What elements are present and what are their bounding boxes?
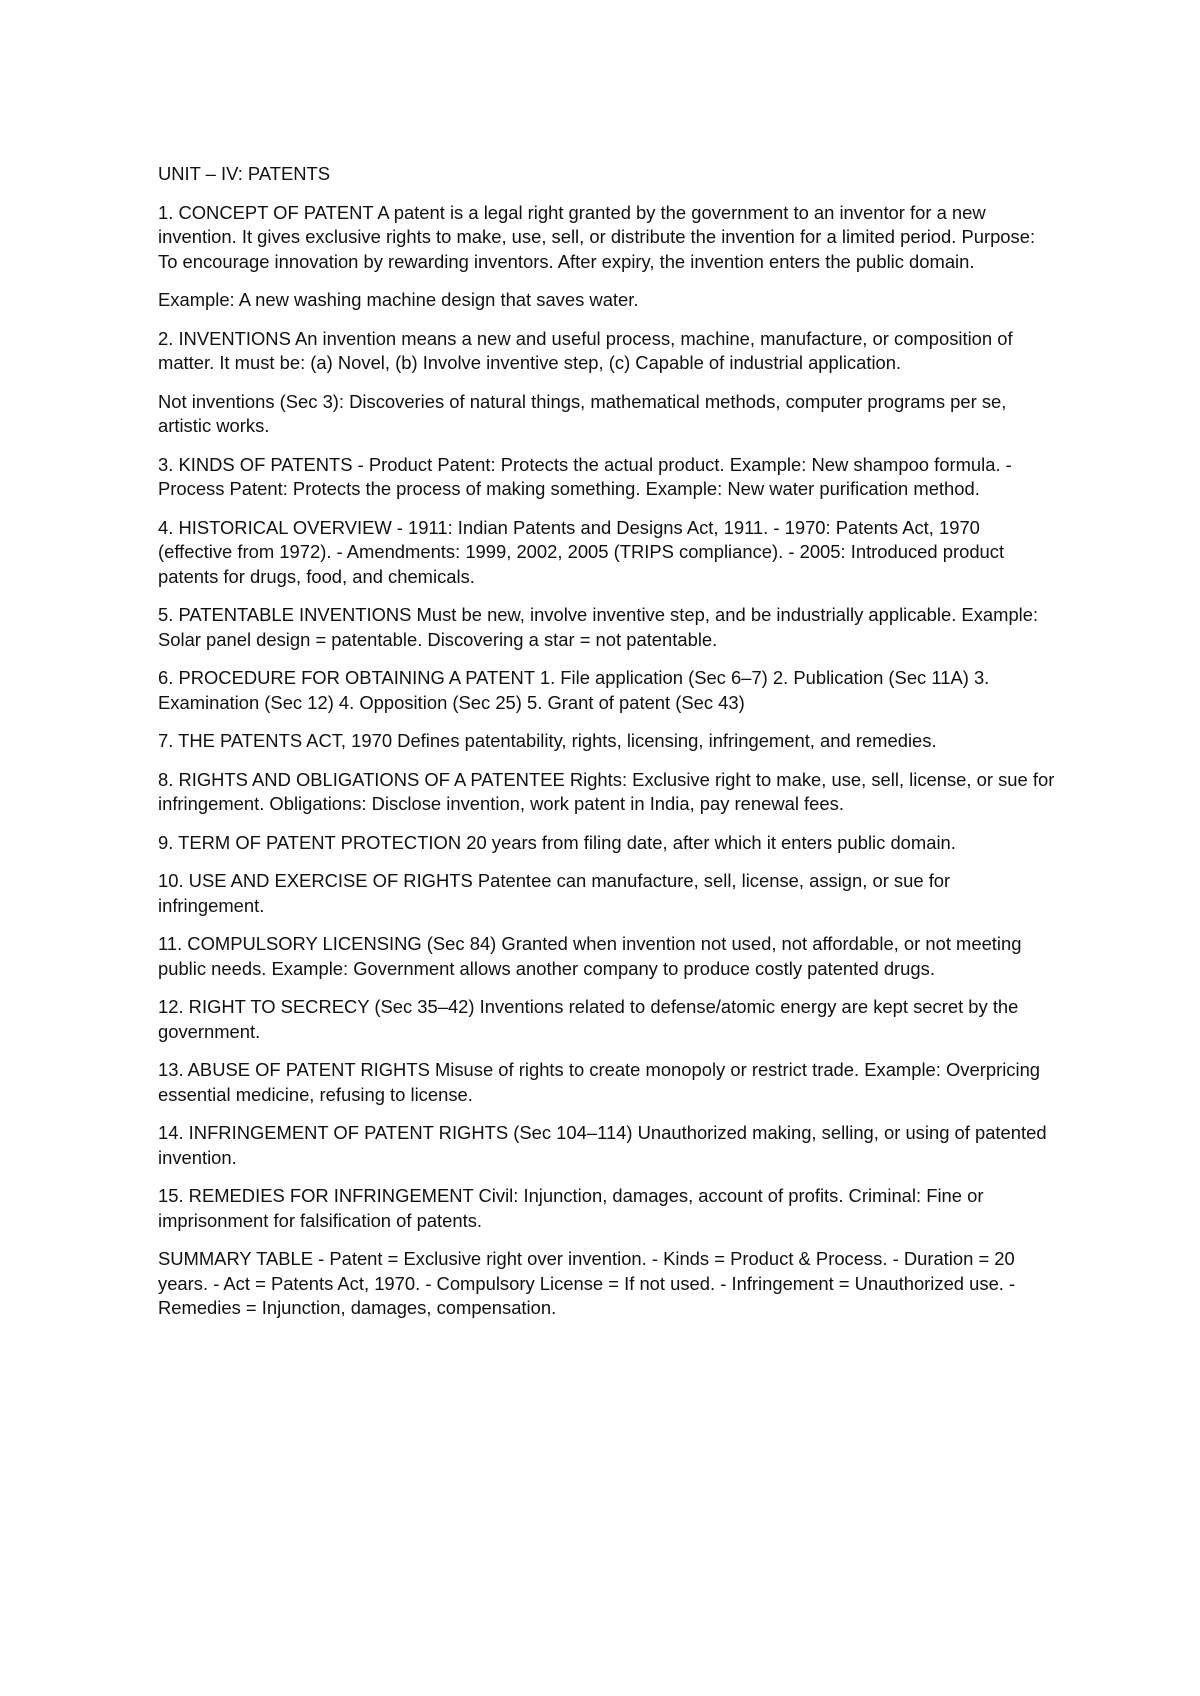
paragraph-kinds-of-patents: 3. KINDS OF PATENTS - Product Patent: Protects the actual product. Example: New shampoo formula. - Process Patent: Protects the process of making something. Example: New water purification method. (158, 453, 1012, 499)
page-title: UNIT – IV: PATENTS (158, 163, 331, 184)
document-page (158, 162, 1058, 1335)
paragraph-patentable-inventions: 5. PATENTABLE INVENTIONS Must be new, involve inventive step, and be industrially applicable. Example: Solar panel design = patentable. Discovering a star = not patentable. (158, 604, 1039, 650)
paragraph-inventions: 2. INVENTIONS An invention means a new and useful process, machine, manufacture, or composition of matter. It must be: (a) Novel, (b) Involve inventive step, (c) Capable of industrial application. (158, 327, 1013, 373)
paragraph-historical-overview: 4. HISTORICAL OVERVIEW - 1911: Indian Patents and Designs Act, 1911. - 1970: Patents Act, 1970 (effective from 1972). - Amendments: 1999, 2002, 2005 (TRIPS compliance). - 2005: Introduced product patents for drugs, food, and chemicals. (158, 516, 1005, 587)
paragraph-right-to-secrecy: 12. RIGHT TO SECRECY (Sec 35–42) Inventions related to defense/atomic energy are kept secret by the government. (158, 996, 1019, 1042)
paragraph-infringement: 14. INFRINGEMENT OF PATENT RIGHTS (Sec 104–114) Unauthorized making, selling, or using of patented invention. (158, 1122, 1047, 1168)
paragraph-patents-act: 7. THE PATENTS ACT, 1970 Defines patentability, rights, licensing, infringement, and remedies. (158, 730, 937, 751)
paragraph-procedure: 6. PROCEDURE FOR OBTAINING A PATENT 1. File application (Sec 6–7) 2. Publication (Sec 11A) 3. Examination (Sec 12) 4. Opposition (Sec 25) 5. Grant of patent (Sec 43) (158, 667, 990, 713)
paragraph-abuse-of-rights: 13. ABUSE OF PATENT RIGHTS Misuse of rights to create monopoly or restrict trade. Example: Overpricing essential medicine, refusing to license. (158, 1059, 1041, 1105)
paragraph-concept-example: Example: A new washing machine design that saves water. (158, 289, 639, 310)
paragraph-not-inventions: Not inventions (Sec 3): Discoveries of natural things, mathematical methods, computer programs per se, artistic works. (158, 390, 1007, 436)
paragraph-use-and-exercise: 10. USE AND EXERCISE OF RIGHTS Patentee can manufacture, sell, license, assign, or sue for infringement. (158, 870, 951, 916)
paragraph-term-of-protection: 9. TERM OF PATENT PROTECTION 20 years from filing date, after which it enters public domain. (158, 831, 956, 853)
paragraph-concept-of-patent: 1. CONCEPT OF PATENT A patent is a legal right granted by the government to an inventor for a new invention. It gives exclusive rights to make, use, sell, or distribute the invention for a limited period. Purpose: To encourage innovation by rewarding inventors. After expiry, the invention enters the public domain. (158, 201, 1036, 272)
paragraph-rights-obligations: 8. RIGHTS AND OBLIGATIONS OF A PATENTEE Rights: Exclusive right to make, use, sell, license, or sue for infringement. Obligations: Disclose invention, work patent in India, pay renewal fees. (158, 768, 1055, 814)
paragraph-summary-table: SUMMARY TABLE - Patent = Exclusive right over invention. - Kinds = Product & Process. - Duration = 20 years. - Act = Patents Act, 1970. - Compulsory License = If not used. - Infringement = Unauthorized use. - Remedies = Injunction, damages, compensation. (158, 1248, 1016, 1318)
paragraph-remedies: 15. REMEDIES FOR INFRINGEMENT Civil: Injunction, damages, account of profits. Criminal: Fine or imprisonment for falsification of patents. (158, 1185, 984, 1231)
paragraph-compulsory-licensing: 11. COMPULSORY LICENSING (Sec 84) Granted when invention not used, not affordable, or not meeting public needs. Example: Government allows another company to produce costly patented drugs. (158, 933, 1022, 979)
